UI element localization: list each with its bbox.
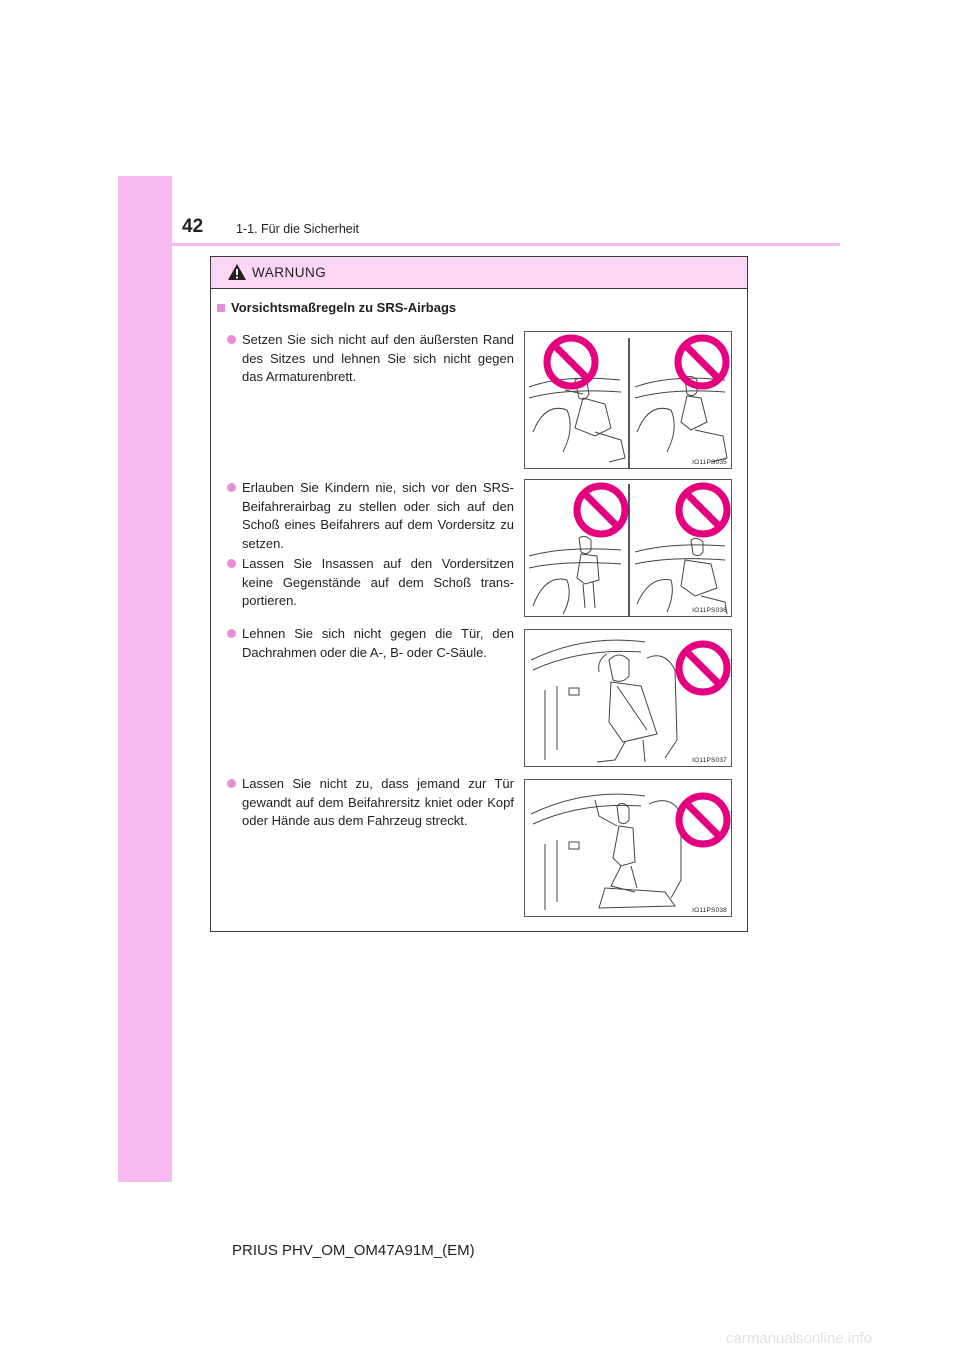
bullet-icon xyxy=(227,483,236,492)
bullet-icon xyxy=(227,559,236,568)
side-color-band xyxy=(118,176,172,1182)
figure-code: IO11PS038 xyxy=(692,907,727,914)
list-item-text: Setzen Sie sich nicht auf den äußersten Rand des Sitzes und lehnen Sie sich nicht gegen das Armaturenbrett. xyxy=(242,332,514,384)
dashboard-lean-illustration xyxy=(525,332,732,469)
warning-box xyxy=(210,256,748,932)
illustration-figure xyxy=(524,331,732,469)
list-item xyxy=(227,625,514,662)
list-item xyxy=(227,479,514,553)
bullet-icon xyxy=(227,779,236,788)
section-title: 1-1. Für die Sicherheit xyxy=(236,222,359,236)
warning-header xyxy=(211,257,747,289)
bullet-icon xyxy=(227,629,236,638)
prohibition-sign-icon xyxy=(679,486,727,534)
figure-code: IO11PS037 xyxy=(692,757,727,764)
list-item-text: Erlauben Sie Kindern nie, sich vor den SRS-Beifahrerairbag zu stellen oder sich auf den Schoß eines Beifahrers auf dem Vordersitz zu setzen. xyxy=(242,480,514,551)
door-lean-illustration xyxy=(525,630,732,767)
illustration-figure xyxy=(524,479,732,617)
figure-code: IO11PS036 xyxy=(692,607,727,614)
warning-subheading xyxy=(217,300,456,315)
document-id: PRIUS PHV_OM_OM47A91M_(EM) xyxy=(232,1242,475,1259)
list-item xyxy=(227,775,514,831)
square-bullet-icon xyxy=(217,304,225,312)
prohibition-sign-icon xyxy=(577,486,625,534)
watermark: carmanualsonline.info xyxy=(726,1330,872,1347)
page-number: 42 xyxy=(182,216,204,237)
figure-code: IO11PS035 xyxy=(692,459,727,466)
list-item-text: Lassen Sie nicht zu, dass jemand zur Tür gewandt auf dem Beifahrersitz kniet oder Kopf oder Hände aus dem Fahrzeug streckt. xyxy=(242,776,514,828)
list-item-text: Lehnen Sie sich nicht gegen die Tür, den Dachrahmen oder die A-, B- oder C-Säule. xyxy=(242,626,514,660)
illustration-figure xyxy=(524,779,732,917)
prohibition-sign-icon xyxy=(679,644,727,692)
bullet-icon xyxy=(227,335,236,344)
list-item xyxy=(227,331,514,387)
list-item xyxy=(227,555,514,611)
prohibition-sign-icon xyxy=(679,796,727,844)
subheading-text: Vorsichtsmaßregeln zu SRS-Airbags xyxy=(231,300,457,315)
illustration-figure xyxy=(524,629,732,767)
list-item-text: Lassen Sie Insassen auf den Vordersitzen keine Gegenstände auf dem Schoß trans-portieren. xyxy=(242,556,514,608)
warning-triangle-icon xyxy=(227,263,247,281)
child-airbag-illustration xyxy=(525,480,732,617)
kneeling-passenger-illustration xyxy=(525,780,732,917)
prohibition-sign-icon xyxy=(678,338,726,386)
warning-label: WARNUNG xyxy=(252,265,327,280)
header-rule xyxy=(118,243,840,246)
